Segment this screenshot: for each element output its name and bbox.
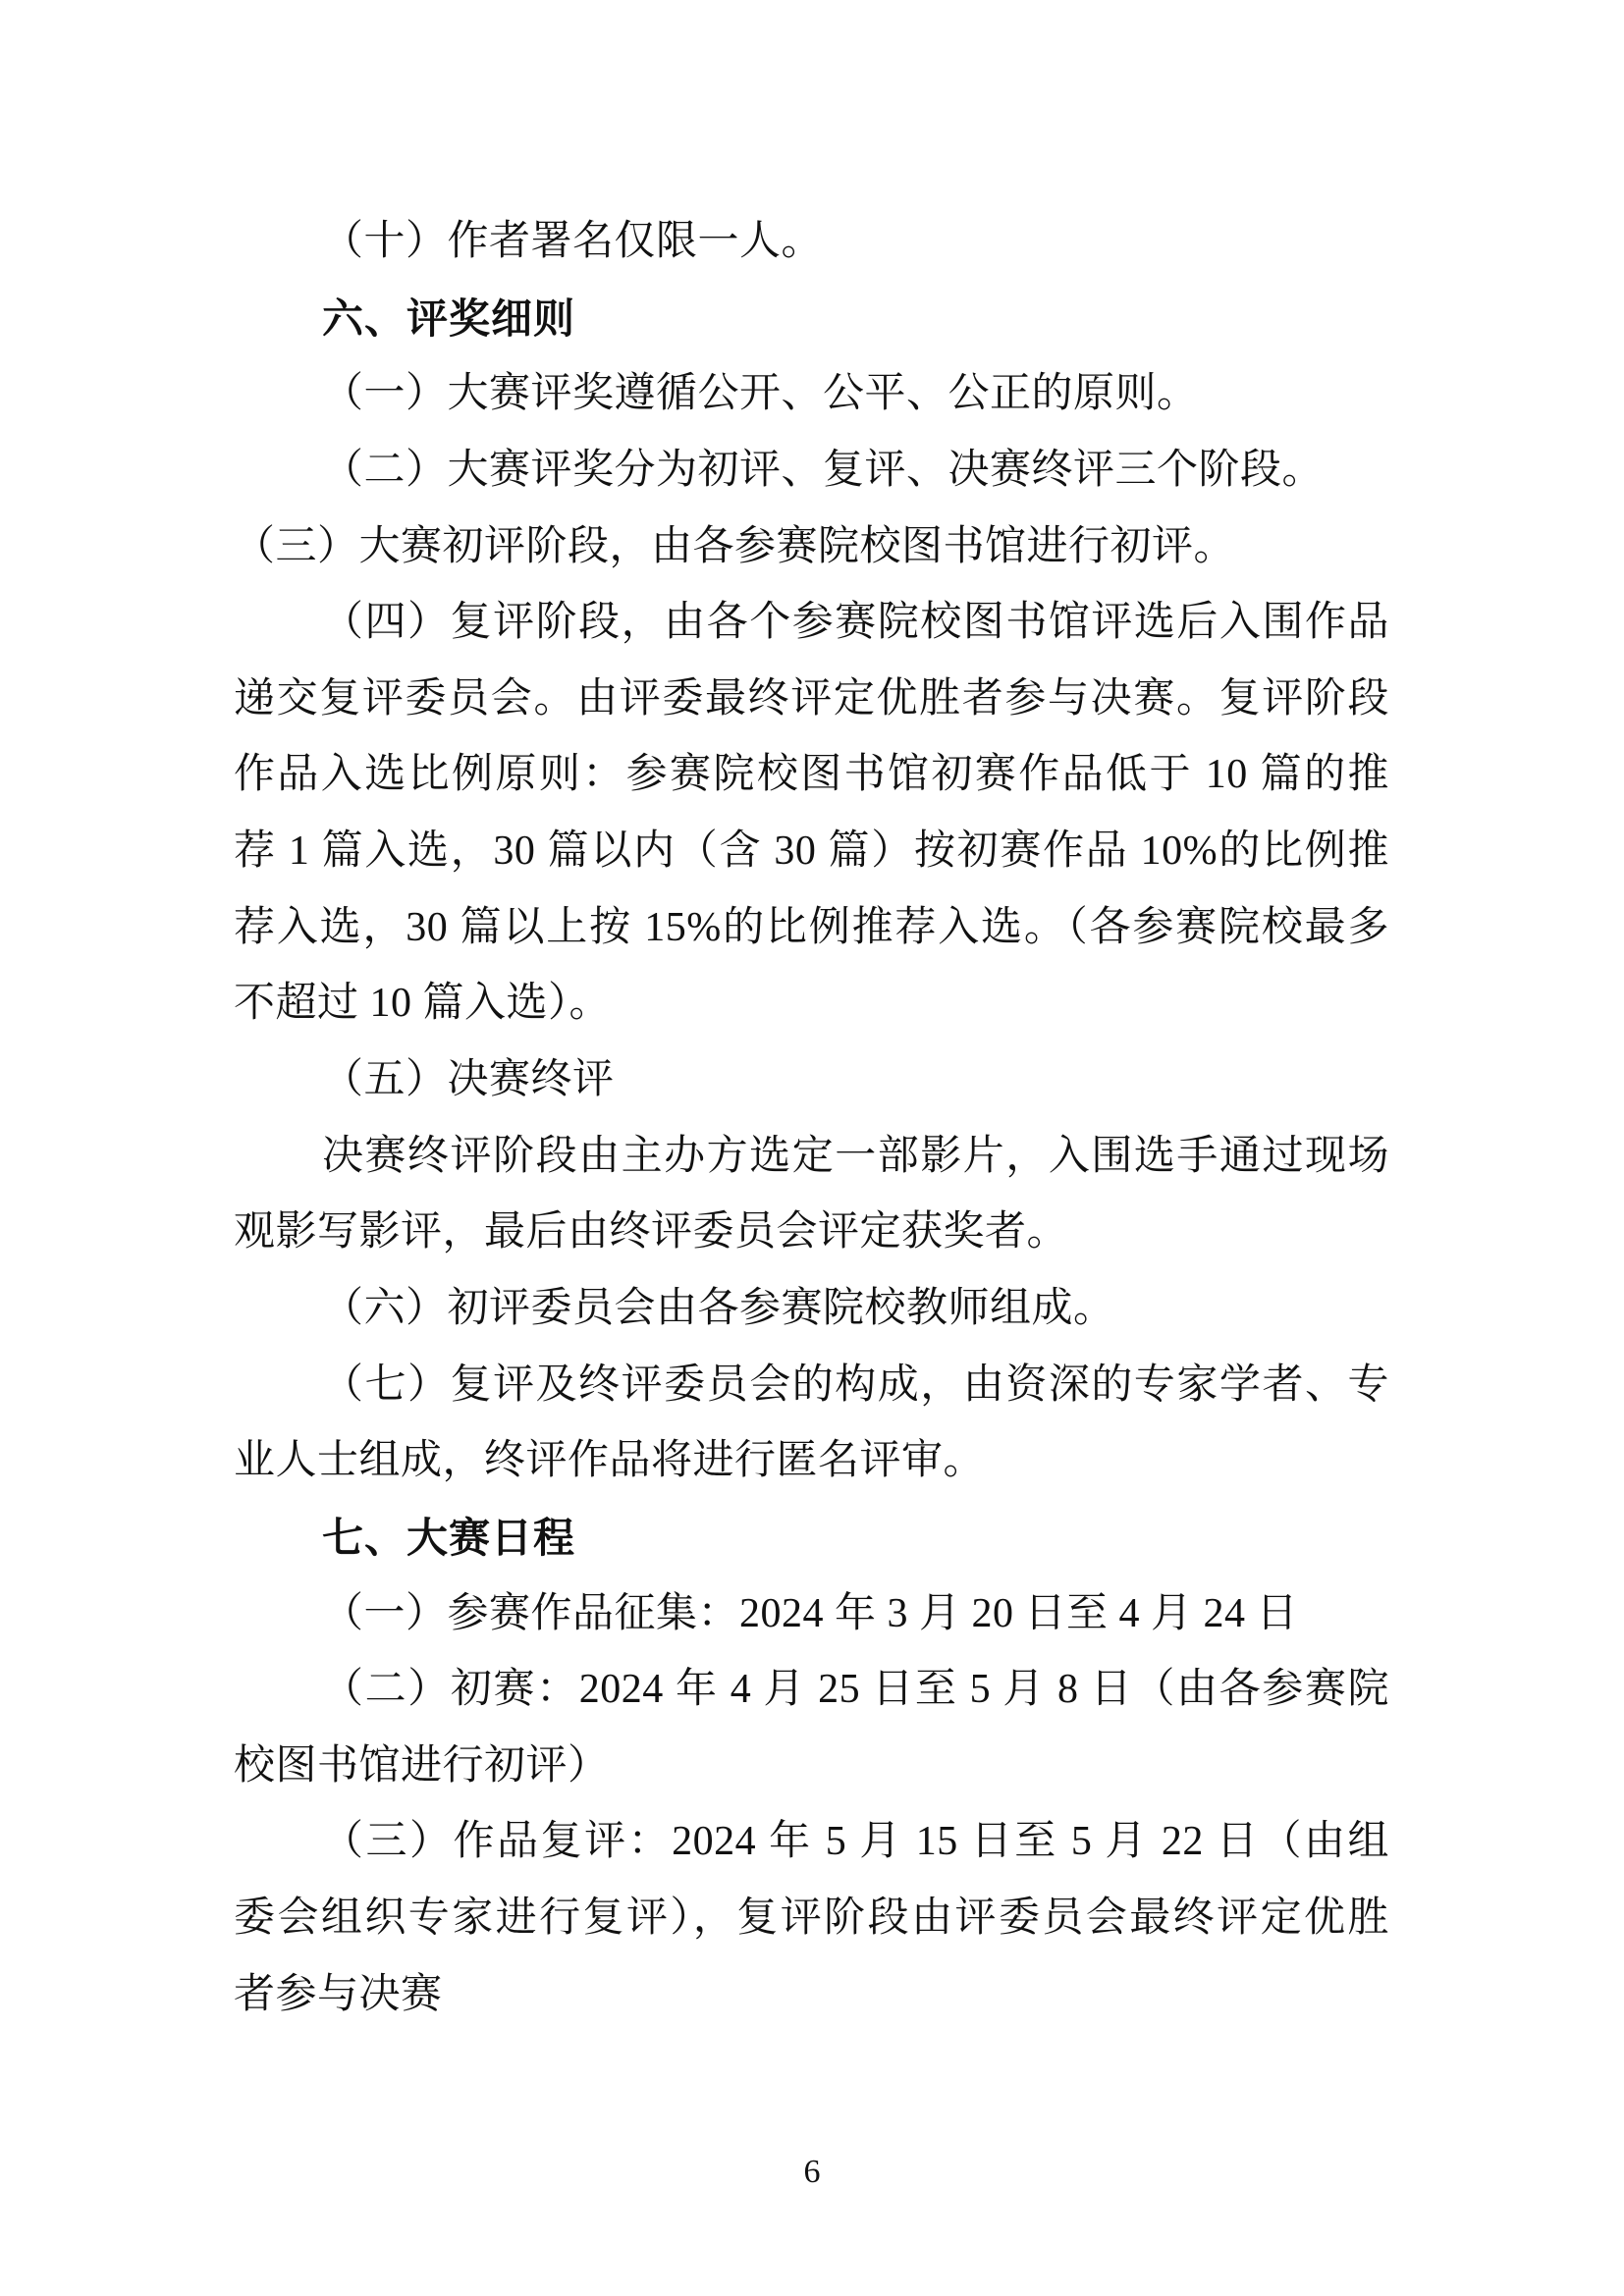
text-line: 业人士组成，终评作品将进行匿名评审。: [234, 1438, 986, 1484]
text-line: （三）作品复评：2024 年 5 月 15 日至 5 月 22 日（由组: [322, 1819, 1389, 1865]
page-number: 6: [803, 2154, 821, 2190]
text-line: （六）初评委员会由各参赛院校教师组成。: [322, 1285, 1115, 1331]
text-line: 荐入选，30 篇以上按 15%的比例推荐入选。（各参赛院校最多: [234, 904, 1389, 950]
text-line: （七）复评及终评委员会的构成，由资深的专家学者、专: [322, 1362, 1389, 1408]
section-heading-schedule: 七、大赛日程: [322, 1514, 576, 1561]
text-line: 递交复评委员会。由评委最终评定优胜者参与决赛。复评阶段: [234, 675, 1389, 721]
text-line: （二）初赛：2024 年 4 月 25 日至 5 月 8 日（由各参赛院: [322, 1667, 1389, 1713]
text-line: （五）决赛终评: [322, 1057, 615, 1103]
text-line: （一）大赛评奖遵循公开、公平、公正的原则。: [322, 371, 1199, 417]
text-line: 委会组织专家进行复评），复评阶段由评委员会最终评定优胜: [234, 1896, 1389, 1942]
text-line: 观影写影评，最后由终评委员会评定获奖者。: [234, 1209, 1069, 1255]
text-line: 作品入选比例原则：参赛院校图书馆初赛作品低于 10 篇的推: [234, 752, 1389, 798]
text-line: （四）复评阶段，由各个参赛院校图书馆评选后入围作品: [322, 600, 1389, 646]
text-line: 荐 1 篇入选，30 篇以内（含 30 篇）按初赛作品 10%的比例推: [234, 828, 1389, 875]
document-body: [234, 204, 1389, 2033]
text-line: （一）参赛作品征集：2024 年 3 月 20 日至 4 月 24 日: [322, 1590, 1299, 1636]
text-line: （三）大赛初评阶段，由各参赛院校图书馆进行初评。: [234, 523, 1236, 569]
text-line: （二）大赛评奖分为初评、复评、决赛终评三个阶段。: [322, 447, 1325, 493]
text-line: 者参与决赛: [234, 1971, 443, 2017]
text-line: 校图书馆进行初评）: [234, 1742, 610, 1789]
text-line: （十）作者署名仅限一人。: [322, 219, 824, 264]
section-heading-awards: 六、评奖细则: [322, 294, 576, 342]
text-line: 决赛终评阶段由主办方选定一部影片，入围选手通过现场: [322, 1133, 1389, 1179]
text-line: 不超过 10 篇入选）。: [234, 981, 612, 1027]
